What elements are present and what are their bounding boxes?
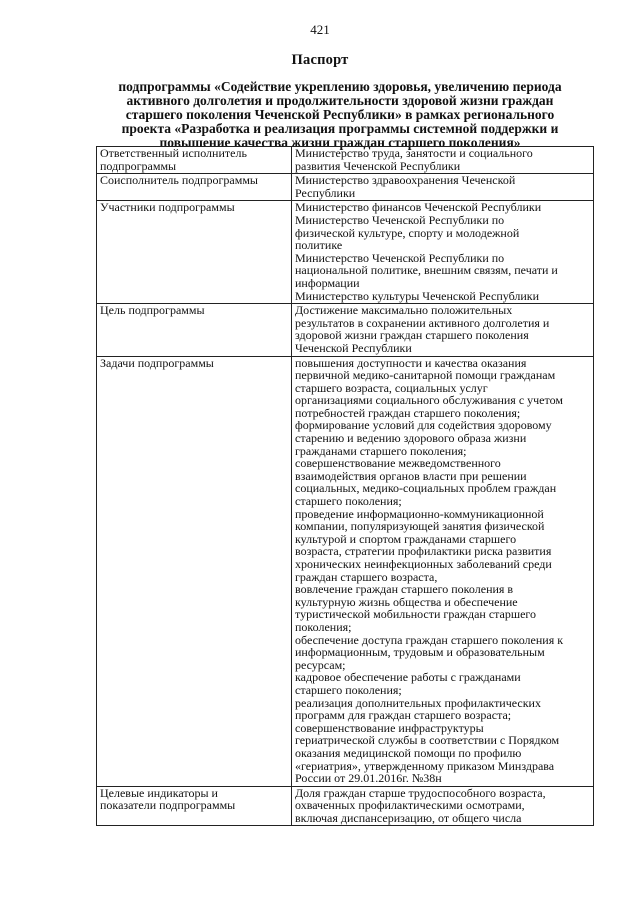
- value-line: старшего возраста, социальных услуг: [295, 380, 488, 395]
- row-label: [97, 786, 292, 826]
- label-line: Соисполнитель подпрограммы: [100, 173, 258, 188]
- value-line: охваченных профилактическими осмотрами,: [295, 798, 525, 813]
- label-line: Ответственный исполнитель: [100, 146, 247, 160]
- value-line: Доля граждан старше трудоспособного возраста,: [295, 785, 546, 800]
- page-number: 421: [310, 22, 330, 37]
- value-line: Министерство здравоохранения Чеченской: [295, 173, 516, 188]
- value-line: включая диспансеризацию, от общего числа: [295, 810, 522, 825]
- value-line: формирование условий для содействия здоровому: [295, 418, 552, 433]
- value-line: развития Чеченской Республики: [295, 158, 461, 173]
- value-line: Республики: [295, 185, 356, 200]
- value-line: Министерство финансов Чеченской Республики: [295, 200, 542, 215]
- value-line: туристической мобильности граждан старшего: [295, 607, 537, 622]
- value-line: социальных, медико-социальных проблем граждан: [295, 481, 557, 496]
- value-line: Министерство Чеченской Республики по: [295, 250, 505, 265]
- value-line: компании, популяризующей занятия физической: [295, 519, 545, 534]
- value-line: совершенствование инфраструктуры: [295, 720, 484, 735]
- table-row: [97, 201, 594, 304]
- value-line: поколения;: [295, 619, 352, 634]
- row-label: [97, 201, 292, 304]
- value-line: реализация дополнительных профилактических: [295, 695, 541, 710]
- value-line: вовлечение граждан старшего поколения в: [295, 582, 514, 597]
- value-line: организациями социального обслуживания с учетом: [295, 393, 563, 408]
- value-line: России от 29.01.2016г. №38н: [295, 771, 442, 786]
- value-line: ресурсам;: [295, 657, 346, 672]
- value-line: гериатрической службы в соответствии с Порядком: [295, 733, 560, 748]
- label-line: Целевые индикаторы и: [100, 785, 218, 800]
- subtitle-line: активного долголетия и продолжительности здоровой жизни граждан: [126, 93, 554, 108]
- row-label: [97, 356, 292, 786]
- value-line: Достижение максимально положительных: [295, 303, 513, 318]
- row-value: [292, 201, 594, 304]
- value-line: совершенствование межведомственного: [295, 456, 501, 471]
- value-line: проведение информационно-коммуникационной: [295, 506, 544, 521]
- value-line: старшего поколения;: [295, 682, 402, 697]
- value-line: информации: [295, 275, 360, 290]
- subtitle-line: проекта «Разработка и реализация программы системной поддержки и: [121, 121, 559, 136]
- value-line: взаимодействия органов власти при решении: [295, 468, 527, 483]
- value-line: повышения доступности и качества оказания: [295, 355, 527, 370]
- value-line: оказания медицинской помощи по профилю: [295, 745, 522, 760]
- document-title: Паспорт: [291, 52, 349, 68]
- table-row: [97, 356, 594, 786]
- value-line: Министерство Чеченской Республики по: [295, 212, 505, 227]
- value-line: результатов в сохранении активного долголетия и: [295, 315, 550, 330]
- table-row: [97, 786, 594, 826]
- value-line: первичной медико-санитарной помощи гражданам: [295, 368, 556, 383]
- label-line: Цель подпрограммы: [100, 303, 205, 318]
- value-line: гражданами старшего поколения;: [295, 443, 467, 458]
- value-line: старению и ведению здорового образа жизни: [295, 431, 527, 446]
- value-line: «гериатрия», утвержденному приказом Минздрава: [295, 758, 555, 773]
- value-line: кадровое обеспечение работы с гражданами: [295, 670, 521, 685]
- row-label: [97, 304, 292, 356]
- value-line: информационным, трудовым и образовательным: [295, 645, 545, 660]
- row-value: [292, 356, 594, 786]
- value-line: хронических неинфекционных заболеваний среди: [295, 557, 552, 571]
- label-line: Задачи подпрограммы: [100, 355, 214, 370]
- value-line: возраста, стратегии профилактики риска развития: [295, 544, 552, 559]
- row-value: [292, 147, 594, 174]
- row-value: [292, 786, 594, 826]
- row-value: [292, 174, 594, 201]
- row-label: [97, 174, 292, 201]
- value-line: Министерство культуры Чеченской Республики: [295, 288, 540, 303]
- table-row: [97, 147, 594, 174]
- label-line: подпрограммы: [100, 158, 177, 173]
- value-line: культурой и спортом гражданами старшего: [295, 531, 517, 546]
- label-line: Участники подпрограммы: [100, 200, 235, 215]
- value-line: граждан старшего возраста,: [295, 569, 438, 584]
- value-line: обеспечение доступа граждан старшего поколения к: [295, 632, 564, 647]
- subtitle-line: старшего поколения Чеченской Республики» в рамках регионального: [125, 107, 555, 122]
- value-line: культурную жизнь общества и обеспечение: [295, 594, 518, 609]
- subtitle-line: подпрограммы «Содействие укреплению здоровья, увеличению периода: [118, 79, 562, 94]
- value-line: физической культуре, спорту и молодежной: [295, 225, 520, 240]
- value-line: программ для граждан старшего возраста;: [295, 708, 512, 723]
- value-line: политике: [295, 238, 343, 253]
- row-label: [97, 147, 292, 174]
- subtitle-line: повышение качества жизни граждан старшего поколения»: [159, 135, 521, 150]
- label-line: показатели подпрограммы: [100, 798, 236, 813]
- value-line: старшего поколения;: [295, 494, 402, 509]
- document-subtitle: [88, 80, 592, 150]
- passport-table: [96, 146, 594, 826]
- table-row: [97, 304, 594, 356]
- value-line: Министерство труда, занятости и социального: [295, 146, 533, 160]
- table-row: [97, 174, 594, 201]
- row-value: [292, 304, 594, 356]
- value-line: здоровой жизни граждан старшего поколения: [295, 328, 529, 343]
- value-line: национальной политике, внешним связям, печати и: [295, 263, 558, 278]
- value-line: Чеченской Республики: [295, 340, 412, 355]
- value-line: потребностей граждан старшего поколения;: [295, 405, 521, 420]
